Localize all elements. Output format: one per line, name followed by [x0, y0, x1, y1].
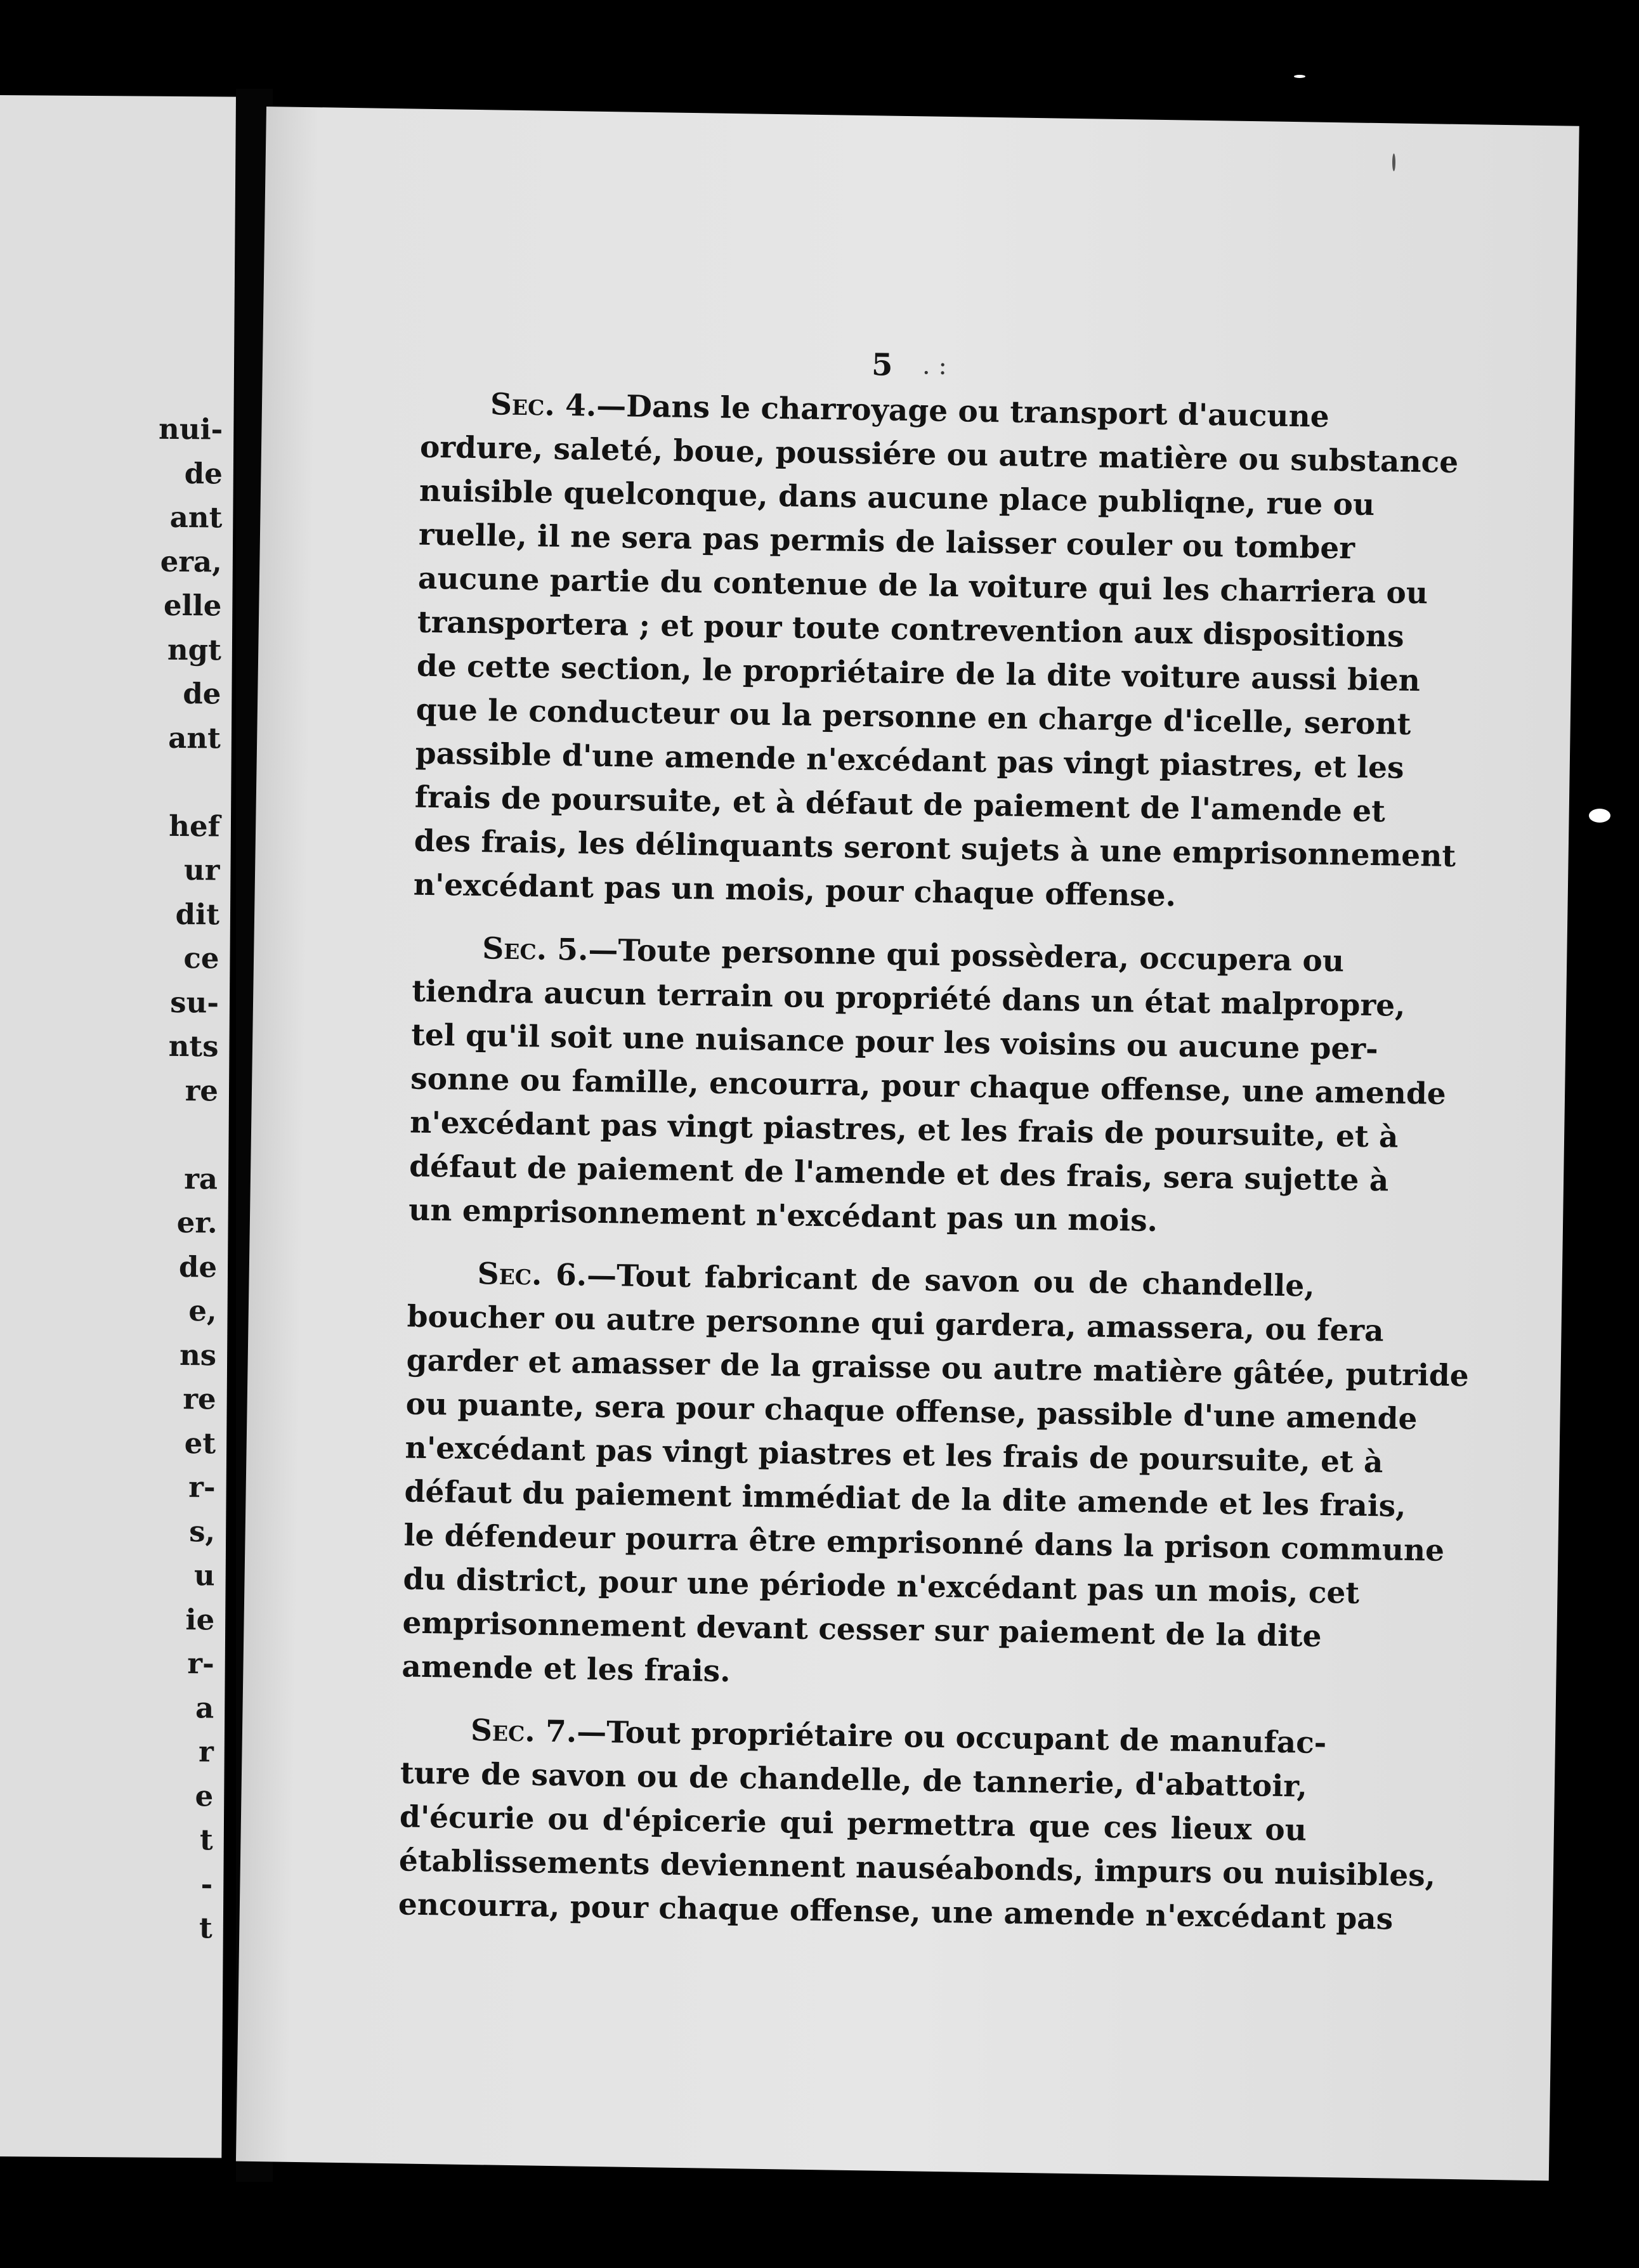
left-fragment: r-	[187, 1646, 214, 1681]
left-fragment: ant	[169, 500, 223, 535]
text-line: Sec. 5.—Toute personne qui possèdera, occupera ou	[481, 931, 1345, 979]
left-fragment: t	[199, 1911, 213, 1945]
text-line: amende et les frais.	[402, 1649, 731, 1690]
left-fragment: dit	[175, 897, 220, 931]
left-fragment: nts	[168, 1029, 219, 1064]
text-line: frais de poursuite, et à défaut de paiement de l'amende et	[414, 779, 1386, 830]
main-page	[236, 107, 1579, 2180]
text-line: ou puante, sera pour chaque offense, passible d'une amende	[405, 1386, 1418, 1437]
left-fragment: ant	[168, 720, 221, 755]
text-line: garder et amasser de la graisse ou autre matière gâtée, putride	[406, 1343, 1469, 1394]
section-5	[408, 926, 1447, 1246]
left-page-text-fragments	[0, 406, 223, 1950]
text-line: un emprisonnement n'excédant pas un mois.	[408, 1192, 1158, 1239]
text-line: que le conducteur ou la personne en charge d'icelle, seront	[415, 692, 1411, 742]
text-line: boucher ou autre personne qui gardera, amassera, ou fera	[407, 1299, 1385, 1349]
section-6	[402, 1251, 1469, 1702]
text-line: aucune partie du contenue de la voiture qui les charriera ou	[417, 561, 1428, 611]
left-fragment: ce	[183, 941, 219, 975]
left-fragment: nui-	[158, 412, 223, 446]
page-number: 5	[871, 347, 893, 383]
left-fragment: e,	[188, 1294, 217, 1328]
left-fragment: de	[184, 456, 223, 490]
text-line: Sec. 6.—Tout fabricant de savon ou de chandelle,	[477, 1256, 1316, 1304]
section-label: Sec. 6.	[477, 1256, 587, 1293]
text-line: n'excédant pas un mois, pour chaque offense.	[413, 867, 1177, 914]
left-fragment: s,	[189, 1514, 216, 1548]
left-facing-page	[0, 95, 236, 2158]
body-text	[398, 382, 1469, 1940]
text-line: défaut de paiement de l'amende et des frais, sera sujette à	[408, 1149, 1389, 1199]
text-line: d'écurie ou d'épicerie qui permettra que ces lieux ou	[399, 1799, 1307, 1848]
left-fragment: er.	[176, 1205, 218, 1240]
left-fragment: ra	[184, 1161, 218, 1196]
left-fragment: re	[185, 1073, 219, 1107]
text-line: n'excédant pas vingt piastres, et les frais de poursuite, et à	[409, 1105, 1399, 1155]
scan-speck	[1294, 75, 1305, 78]
left-fragment: su-	[170, 985, 219, 1019]
text-line: ture de savon ou de chandelle, de tannerie, d'abattoir,	[400, 1756, 1308, 1804]
left-fragment: a	[195, 1690, 214, 1724]
left-fragment: r-	[188, 1470, 216, 1504]
left-fragment: era,	[160, 544, 223, 578]
text-line: ordure, saleté, boue, poussiére ou autre matière ou substance	[419, 429, 1459, 480]
text-line: emprisonnement devant cesser sur paiement de la dite	[402, 1605, 1322, 1654]
left-fragment: ie	[185, 1602, 215, 1636]
text-line: de cette section, le propriétaire de la dite voiture aussi bien	[416, 648, 1421, 699]
text-line: défaut du paiement immédiat de la dite amende et les frais,	[404, 1474, 1406, 1524]
left-fragment: -	[200, 1867, 213, 1901]
left-fragment: re	[183, 1382, 216, 1416]
text-line: passible d'une amende n'excédant pas vingt piastres, et les	[415, 736, 1404, 786]
text-line: le défendeur pourra être emprisonné dans la prison commune	[403, 1518, 1445, 1568]
text-line: ruelle, il ne sera pas permis de laisser couler ou tomber	[418, 517, 1355, 566]
text-line: Sec. 7.—Tout propriétaire ou occupant de manufac-	[470, 1713, 1327, 1761]
text-line: sonne ou famille, encourra, pour chaque offense, une amende	[410, 1061, 1447, 1112]
text-line: transportera ; et pour toute contrevention aux dispositions	[417, 604, 1404, 655]
text-line: nuisible quelconque, dans aucune place publiqne, rue ou	[419, 473, 1375, 523]
left-fragment: t	[199, 1823, 213, 1857]
text-line: du district, pour une période n'excédant pas un mois, cet	[403, 1561, 1360, 1611]
left-fragment: e	[195, 1778, 214, 1813]
left-fragment: elle	[163, 588, 222, 623]
left-fragment: hef	[169, 809, 221, 843]
text-line: établissements deviennent nauséabonds, impurs ou nuisibles,	[398, 1843, 1436, 1894]
section-4	[413, 382, 1459, 920]
left-fragment: ur	[183, 853, 220, 887]
text-line: n'excédant pas vingt piastres et les frais de poursuite, et à	[405, 1430, 1383, 1480]
left-fragment: r	[198, 1735, 214, 1769]
text-line: tel qu'il soit une nuisance pour les voisins ou aucune per-	[410, 1017, 1379, 1067]
scan-speck	[1392, 153, 1395, 171]
section-label: Sec. 5.	[481, 931, 589, 968]
text-line: des frais, les délinquants seront sujets à une emprisonnement	[414, 823, 1456, 874]
section-label: Sec. 4.	[490, 387, 597, 424]
section-7	[398, 1707, 1436, 1939]
left-fragment: ns	[179, 1338, 217, 1372]
scan-speck	[1589, 809, 1610, 823]
section-label: Sec. 7.	[470, 1713, 577, 1750]
text-line: encourra, pour chaque offense, une amende n'excédant pas	[398, 1887, 1394, 1937]
left-fragment: de	[178, 1249, 218, 1284]
text-line: Sec. 4.—Dans le charroyage ou transport d'aucune	[490, 387, 1330, 434]
left-fragment: et	[184, 1426, 216, 1460]
left-fragment: u	[193, 1558, 215, 1593]
page-number-marks: . :	[922, 351, 948, 381]
left-fragment: de	[183, 677, 221, 711]
left-fragment: ngt	[167, 632, 222, 667]
text-line: tiendra aucun terrain ou propriété dans un état malpropre,	[411, 974, 1406, 1024]
